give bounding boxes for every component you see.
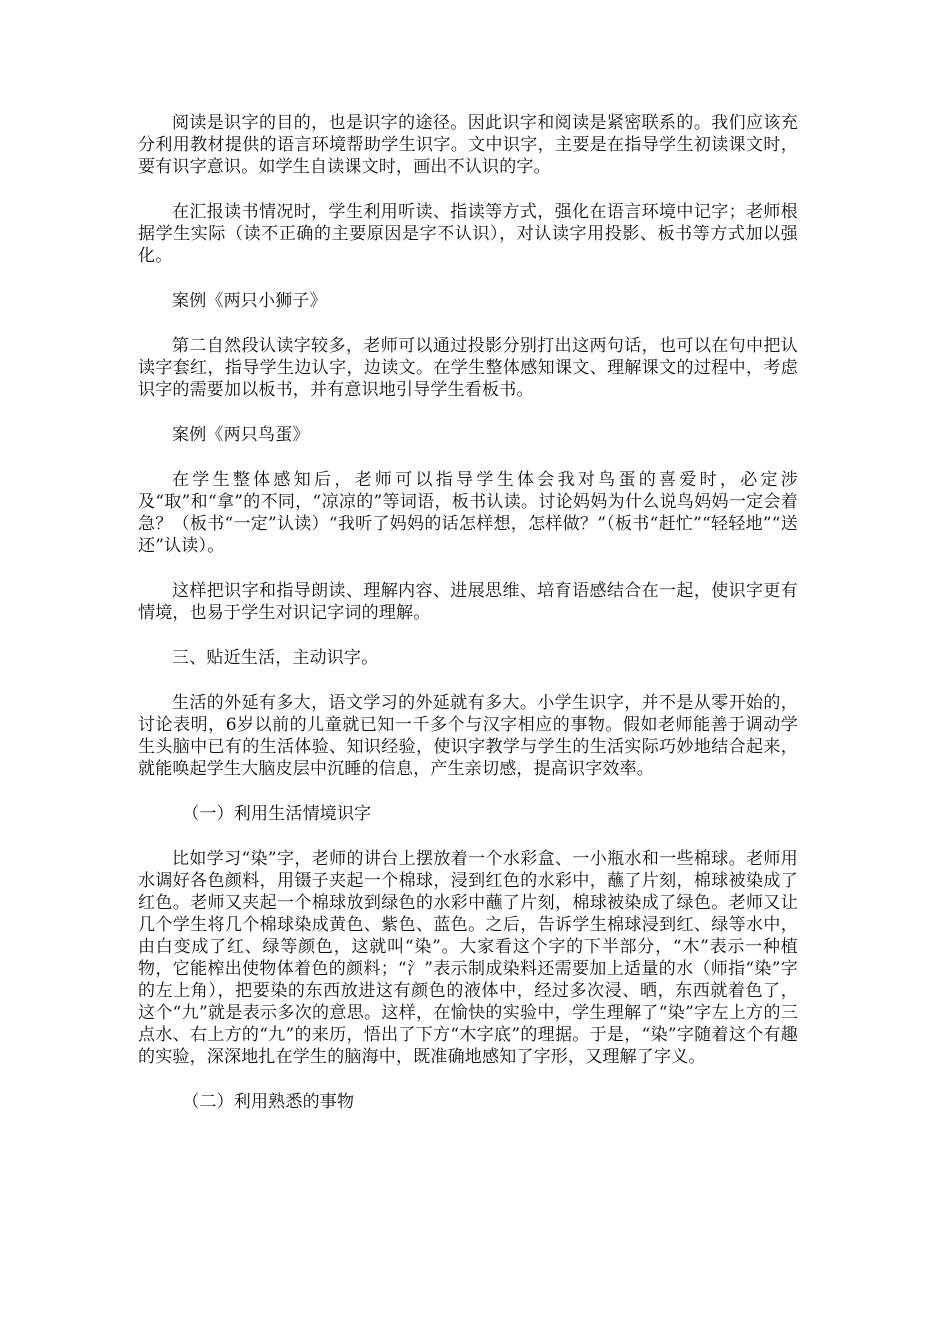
paragraph-dye-example: 比如学习“染”字，老师的讲台上摆放着一个水彩盒、一小瓶水和一些棉球。老师用水调好各色颜料，用镊子夹起一个棉球，浸到红色的水彩中，蘸了片刻，棉球被染成了红色。老师又夹起一个棉球放到绿色的水彩中蘸了片刻，棉球被染成了绿色。老师又让几个学生将几个棉球染成黄色、紫色、蓝色。之后，告诉学生棉球浸到红、绿等水中，由白变成了红、绿等颜色，这就叫“染”。大家看这个字的下半部分，“木”表示一种植物，它能榨出使物体着色的颜料；“氵”表示制成染料还需要加上适量的水（师指“染”字的左上角），把要染的东西放进这有颜色的液体中，经过多次浸、晒，东西就着色了，这个“九”就是表示多次的意思。这样，在愉快的实验中，学生理解了“染”字左上方的三点水、右上方的“九”的来历，悟出了下方“木字底”的理据。于是，“染”字随着这个有趣的实验，深深地扎在学生的脑海中，既准确地感知了字形，又理解了字义。 [138,849,798,1067]
paragraph-life-extension: 生活的外延有多大，语文学习的外延就有多大。小学生识字，并不是从零开始的，讨论表明，6岁以前的儿童就已知一千多个与汉字相应的事物。假如老师能善于调动学生头脑中已有的生活体验、知识经验，使识字教学与学生的生活实际巧妙地结合起来，就能唤起学生大脑皮层中沉睡的信息，产生亲切感，提高识字效率。 [138,693,798,779]
paragraph-combined-literacy: 这样把识字和指导朗读、理解内容、进展思维、培育语感结合在一起，使识字更有情境，也易于学生对识记字词的理解。 [138,581,798,623]
paragraph-whole-perception: 在学生整体感知后，老师可以指导学生体会我对鸟蛋的喜爱时，必定涉及“取”和“拿”的不同，“凉凉的”等词语，板书认读。讨论妈妈为什么说鸟妈妈一定会着急？（板书“一定”认读）“我听了妈妈的话怎样想，怎样做？”（板书“赶忙”“轻轻地”“送还”认读）。 [138,470,798,556]
document-page [138,112,798,1136]
case-title-two-lions: 案例《两只小狮子》 [172,291,327,311]
subheading-familiar-things: （二）利用熟悉的事物 [182,1092,355,1112]
paragraph-reading-report: 在汇报读书情况时，学生利用听读、指读等方式，强化在语言环境中记字；老师根据学生实际（读不正确的主要原因是字不认识），对认读字用投影、板书等方式加以强化。 [138,202,798,266]
case-title-two-eggs: 案例《两只鸟蛋》 [172,425,310,445]
paragraph-reading-and-literacy: 阅读是识字的目的，也是识字的途径。因此识字和阅读是紧密联系的。我们应该充分利用教材提供的语言环境帮助学生识字。文中识字，主要是在指导学生初读课文时，要有识字意识。如学生自读课文时，画出不认识的字。 [138,113,798,177]
paragraph-second-section: 第二自然段认读字较多，老师可以通过投影分别打出这两句话，也可以在句中把认读字套红，指导学生边认字，边读文。在学生整体感知课文、理解课文的过程中，考虑识字的需要加以板书，并有意识地引导学生看板书。 [138,336,798,400]
section-heading-life-literacy: 三、贴近生活，主动识字。 [172,648,379,668]
subheading-life-situations: （一）利用生活情境识字 [182,804,372,824]
